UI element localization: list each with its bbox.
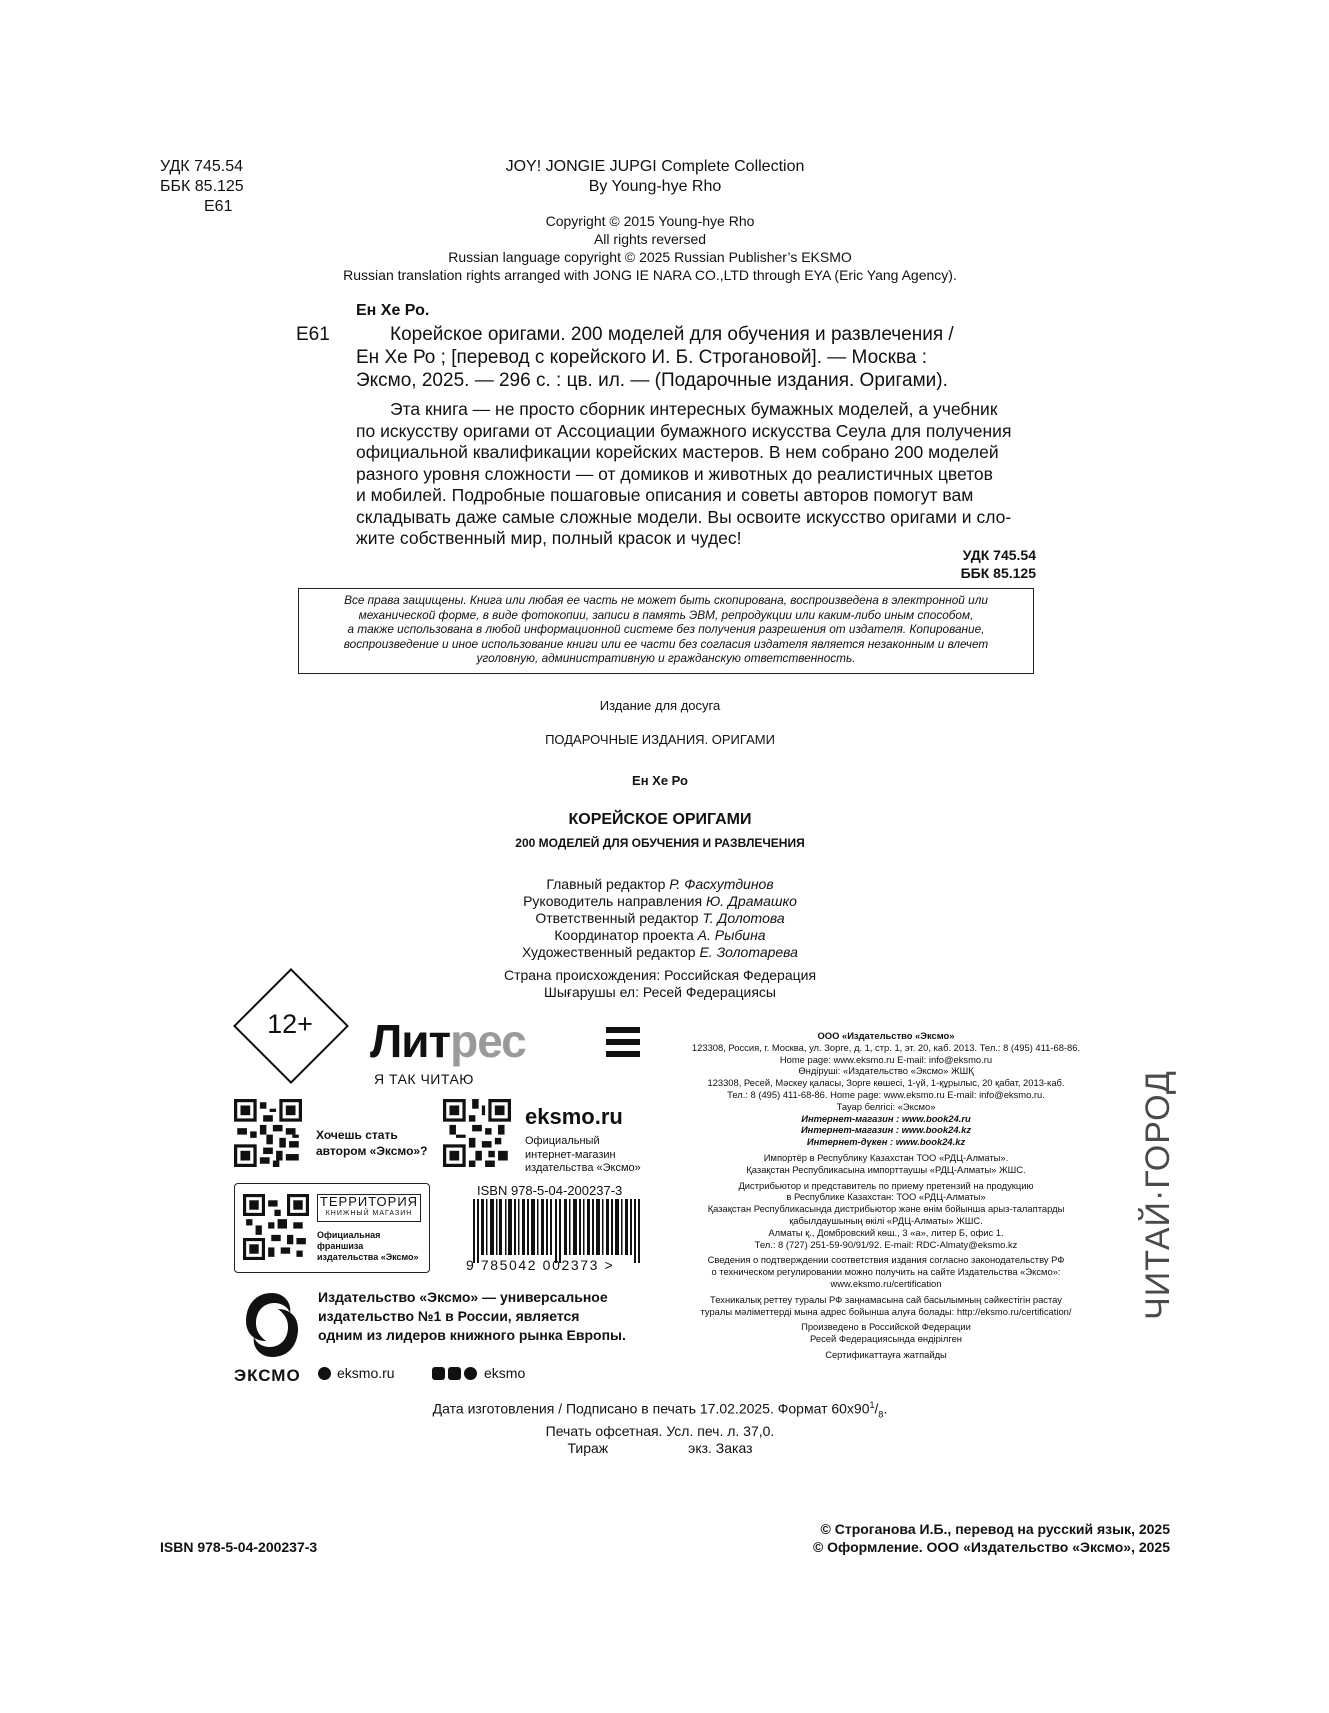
print-info [380,1397,940,1457]
qr-code-author[interactable] [234,1099,302,1167]
shop-note-line: Официальный [525,1135,600,1147]
staff-list [430,876,890,961]
annotation-line: и мобилей. Подробные пошаговые описания и советы авторов помогут вам [356,485,974,505]
litres-logo-part: рес [450,1015,526,1067]
staff-row [430,910,890,927]
isbn-bottom: ISBN 978-5-04-200237-3 [160,1539,318,1555]
publisher-line: Интернет-магазин : www.book24.ru [801,1112,971,1124]
staff-role: Ответственный редактор [535,910,703,926]
staff-role: Главный редактор [546,876,670,892]
publisher-line: Техникалық реттеу туралы РФ заңнамасына сай басылымның сәйкестігін растау [710,1293,1062,1305]
publisher-line: 123308, Россия, г. Москва, ул. Зорге, д. 1, стр. 1, эт. 20, каб. 2013. Тел.: 8 (495) 411-68-86. [691,1041,1081,1053]
annotation-line: жите собственный мир, полный красок и чудес! [356,528,742,548]
litres-logo [370,1016,526,1066]
publisher-line: туралы мәліметтерді мына адрес бойынша алуға болады: http://eksmo.ru/certification/ [700,1305,1072,1317]
eksmo-about [318,1288,626,1345]
publisher-line: Дистрибьютор и представитель по приему претензий на продукцию [738,1179,1034,1191]
staff-row [430,927,890,944]
bib-line: Эксмо, 2025. — 296 с. : цв. ил. — (Подарочные издания. Оригами). [356,370,948,391]
shop-note-line: издательства «Эксмо» [525,1162,641,1174]
barcode [459,1199,669,1263]
annotation-line: официальной квалификации корейских мастеров. В нем собрано 200 моделей [356,442,999,462]
staff-role: Художественный редактор [522,944,700,960]
copyright-block [740,1520,1170,1556]
litres-slogan: Я ТАК ЧИТАЮ [374,1071,474,1087]
annotation-line: складывать даже самые сложные модели. Вы освоите искусство оригами и сло- [356,506,1012,527]
telegram-icon[interactable] [464,1367,477,1380]
staff-row [430,893,890,910]
about-line: Издательство «Эксмо» — универсальное [318,1289,608,1305]
about-line: одним из лидеров книжного рынка Европы. [318,1327,626,1343]
vk-icon[interactable] [432,1367,445,1380]
territory-note-line: издательства «Эксмо» [317,1252,419,1262]
author-mark: Е61 [204,198,233,215]
publisher-line: Интернет-дүкен : www.book24.kz [806,1136,966,1148]
staff-row [430,876,890,893]
copyright-translation: © Строганова И.Б., перевод на русский язык, 2025 [820,1521,1170,1537]
annotation-line: Эта книга — не просто сборник интересных бумажных моделей, а учебник [390,399,998,419]
chitai-gorod-text: ЧИТАЙ·ГОРОД [1139,1070,1177,1320]
copyright-line: Copyright © 2015 Young-hye Rho [545,213,755,229]
print-date: Дата изготовления / Подписано в печать 17.02.2025. Формат 60x90 [432,1400,870,1417]
territory-box [234,1183,430,1273]
original-title: JOY! JONGIE JUPGI Complete Collection [505,158,805,175]
copyright-line: Russian translation rights arranged with JONG IE NARA CO.,LTD through EYA (Eric Yang Agency). [343,267,957,283]
bbk-code: ББК 85.125 [960,565,1036,581]
rights-line: Все права защищены. Книга или любая ее часть не может быть скопирована, воспроизведена в электронной или [344,593,988,607]
zakaz-label: экз. Заказ [688,1440,753,1457]
annotation [356,399,1036,550]
origin-country [430,967,890,1001]
ok-icon[interactable] [448,1367,461,1380]
publisher-line: Home page: www.eksmo.ru E-mail: info@eksmo.ru [779,1053,993,1065]
format-den: 8 [878,1409,884,1420]
eksmo-domain[interactable]: eksmo.ru [525,1104,623,1129]
annotation-line: разного уровня сложности — от домиков и животных до реалистичных цветов [356,463,993,484]
chitai-gorod-logo [1138,1030,1178,1360]
publisher-line: Өндіруші: «Издательство «Эксмо» ЖШҚ [798,1065,974,1077]
territory-logo [317,1194,421,1222]
eksmo-shop-note [525,1135,641,1176]
qr-code-eksmo[interactable] [443,1099,511,1167]
publisher-line: ООО «Издательство «Эксмо» [817,1030,955,1041]
print-line: Печать офсетная. Усл. печ. л. 37,0. [545,1423,775,1440]
book-subtitle: 200 МОДЕЛЕЙ ДЛЯ ОБУЧЕНИЯ И РАЗВЛЕЧЕНИЯ [515,836,805,850]
staff-name: Р. Фасхутдинов [669,876,774,892]
bbk-code: ББК 85.125 [160,178,244,195]
author-center: Ен Хе Ро [632,773,688,788]
edition-type: Издание для досуга [599,698,721,713]
shop-note-line: интернет-магазин [525,1148,616,1161]
publisher-line: Сведения о подтверждении соответствия издания согласно законодательству РФ [707,1254,1065,1266]
print-line: Дата изготовления / Подписано в печать 17.02.2025. Формат $60x90^1/_8$. [432,1400,888,1420]
territory-sub: КНИЖНЫЙ МАГАЗИН [325,1210,413,1217]
staff-role: Руководитель направления [523,893,706,909]
publisher-line: Қазақстан Республикасына импорттаушы «РДЦ-Алматы» ЖШС. [746,1163,1026,1175]
litres-logo-part: Лит [370,1015,451,1067]
book-title: КОРЕЙСКОЕ ОРИГАМИ [568,811,752,828]
barcode-digits: 9 785042 002373 > [466,1257,615,1273]
copyright-design: © Оформление. ООО «Издательство «Эксмо», 2025 [812,1539,1170,1555]
publisher-line: www.eksmo.ru/certification [830,1277,942,1289]
litres-stripes-icon [606,1027,640,1057]
staff-name: Т. Долотова [702,910,785,926]
bib-code: Е61 [296,324,330,345]
origin-line: Шығарушы ел: Ресей Федерациясы [543,984,776,1000]
bib-line: Ен Хе Ро ; [перевод с корейского И. Б. Строгановой]. — Москва : [356,347,927,368]
eksmo-logo-icon [242,1289,302,1361]
publisher-line: Тел.: 8 (727) 251-59-90/91/92. E-mail: RDC-Almaty@eksmo.kz [754,1238,1018,1250]
publisher-line: Произведено в Российской Федерации [801,1321,971,1333]
origin-line: Страна происхождения: Российская Федерация [503,967,817,983]
publisher-line: 123308, Ресей, Мәскеу қаласы, Зорге көшесі, 1-үй, 1-құрылыс, 20 қабат, 2013-каб. [707,1077,1065,1089]
publisher-line: Сертификаттауға жатпайды [825,1348,947,1360]
print-line [380,1440,940,1457]
copyright-line: Russian language copyright © 2025 Russian Publisher’s EKSMO [448,249,852,265]
bib-description [356,323,1036,392]
tirazh-label: Тираж [567,1440,609,1457]
eksmo-social-links[interactable] [432,1364,525,1382]
udk-block [160,157,270,217]
promo-line: автором «Эксмо»? [316,1144,428,1158]
staff-name: Е. Золотарева [699,944,798,960]
publisher-line: Интернет-магазин : www.book24.kz [800,1124,972,1136]
territory-note-line: Официальная франшиза [317,1230,381,1251]
social-text: eksmo [484,1365,526,1381]
age-rating: 12+ [267,1009,313,1039]
staff-role: Координатор проекта [554,927,698,943]
series-name: ПОДАРОЧНЫЕ ИЗДАНИЯ. ОРИГАМИ [545,732,775,747]
rights-line: а также использована в любой информационной системе без получения разрешения от издателя. Копирование, [347,622,985,636]
eksmo-logo-text: ЭКСМО [234,1366,301,1385]
barcode-isbn: ISBN 978-5-04-200237-3 [477,1183,623,1198]
staff-name: Ю. Драмашко [705,893,797,909]
author-promo [316,1127,427,1159]
publisher-line: қабылдаушының өкілі «РДЦ-Алматы» ЖШС. [789,1214,983,1226]
annotation-line: по искусству оригами от Ассоциации бумажного искусства Сеула для получения [356,420,1012,441]
globe-icon [318,1367,331,1380]
publisher-info [676,1030,1096,1361]
rights-line: воспроизведение и иное использование книги или ее части без согласия издателя является незаконным и влечет [343,636,989,651]
publisher-line: в Республике Казахстан: ТОО «РДЦ-Алматы» [786,1191,986,1203]
site-text: eksmo.ru [337,1365,395,1381]
udk-right [900,546,1036,582]
copyright-original [230,212,1070,284]
promo-line: Хочешь стать [316,1128,398,1142]
staff-row [430,944,890,961]
udk-code: УДК 745.54 [962,547,1036,563]
publisher-line: Қазақстан Республикасында дистрибьютор және өнім бойынша арыз-талаптарды [707,1203,1065,1215]
udk-code: УДК 745.54 [160,158,243,175]
publisher-line: Ресей Федерациясында өндірілген [810,1333,962,1345]
territory-name: ТЕРРИТОРИЯ [319,1194,419,1209]
original-author: By Young-hye Rho [588,178,722,195]
age-rating-badge [234,969,346,1081]
publisher-line: Тауар белгісі: «Эксмо» [836,1100,936,1112]
format-num: 1 [869,1400,875,1410]
publisher-line: Импортёр в Республику Казахстан ТОО «РДЦ-Алматы». [763,1151,1009,1163]
publisher-line: Тел.: 8 (495) 411-68-86. Home page: www.eksmo.ru E-mail: info@eksmo.ru. [727,1088,1045,1100]
copyright-line: All rights reversed [593,231,707,247]
rights-line: механической форме, в виде фотокопии, записи в память ЭВМ, репродукции или каким-либо иным способом, [358,607,974,622]
bib-line: Корейское оригами. 200 моделей для обучения и развлечения / [390,324,954,345]
original-title-block [405,157,905,197]
territory-note [317,1230,429,1263]
qr-code-territory[interactable] [243,1194,309,1260]
staff-name: А. Рыбина [697,927,766,943]
publisher-line: о техническом регулировании можно получить на сайте Издательства «Эксмо»: [711,1266,1061,1278]
eksmo-site-link[interactable] [318,1364,395,1382]
publisher-line: Алматы қ., Домбровский көш., 3 «а», литер Б, офис 1. [768,1226,1004,1238]
rights-line: уголовную, административную и гражданскую ответственность. [476,651,856,665]
rights-notice-box [298,588,1034,674]
about-line: издательство №1 в России, является [318,1308,580,1324]
bib-author: Ен Хе Ро. [356,302,430,319]
